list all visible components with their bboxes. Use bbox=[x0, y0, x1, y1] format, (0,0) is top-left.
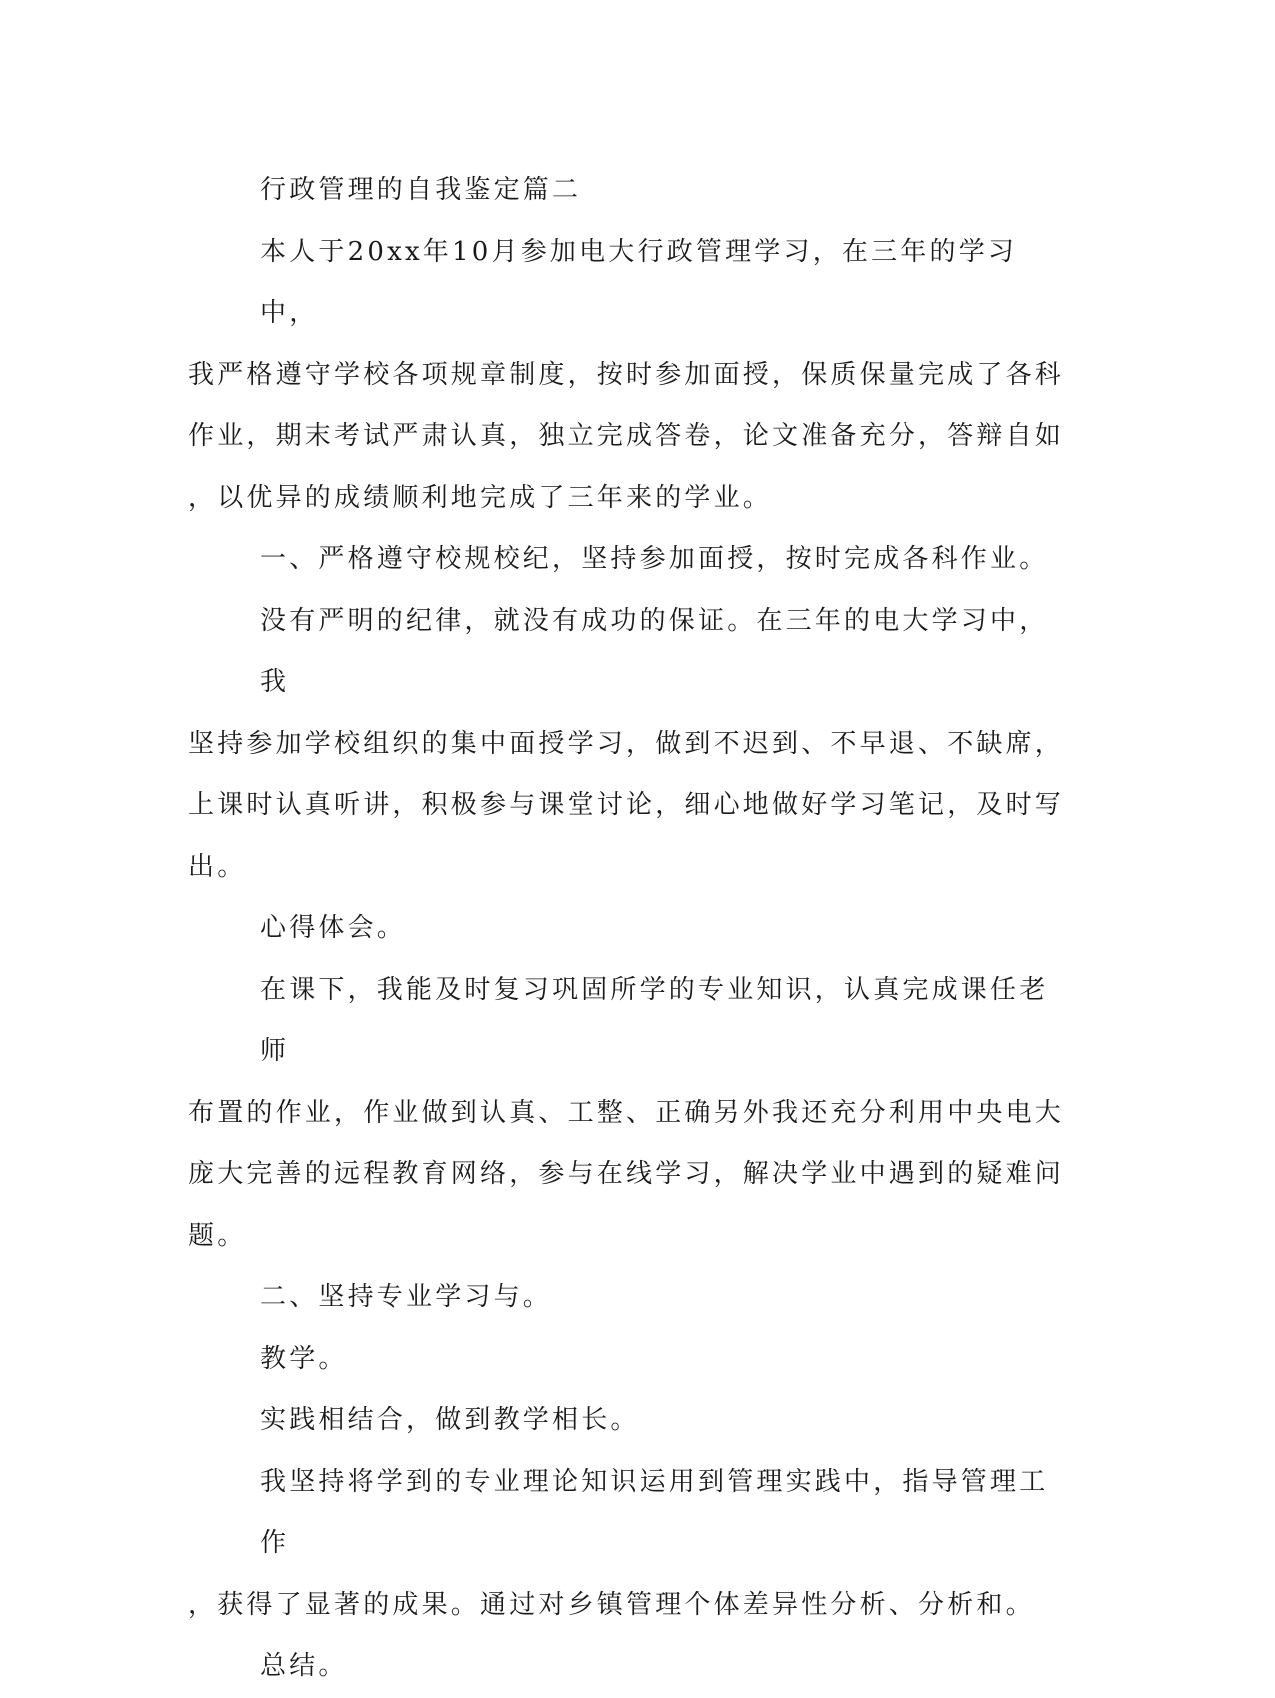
text-line: 我严格遵守学校各项规章制度，按时参加面授，保质保量完成了各科 bbox=[188, 359, 1065, 390]
paragraph-discipline bbox=[188, 591, 1068, 899]
text-line: 上课时认真听讲，积极参与课堂讨论，细心地做好学习笔记，及时写 bbox=[188, 790, 1065, 820]
text-line: 我坚持将学到的专业理论知识运用到管理实践中，指导管理工作 bbox=[260, 1466, 1049, 1558]
paragraph-application bbox=[188, 1452, 1068, 1637]
text-line: ，以优异的成绩顺利地完成了三年来的学业。 bbox=[188, 482, 773, 513]
document-body bbox=[188, 160, 1068, 1698]
text-line: 总结。 bbox=[260, 1651, 348, 1681]
text-line: 没有严明的纪律，就没有成功的保证。在三年的电大学习中，我 bbox=[260, 605, 1049, 697]
section-heading-1 bbox=[188, 529, 1068, 591]
paragraph-intro bbox=[188, 222, 1068, 530]
text-line: 作业，期末考试严肃认真，独立完成答卷，论文准备充分，答辩自如 bbox=[188, 421, 1065, 451]
text-line: 本人于20xx年10月参加电大行政管理学习，在三年的学习中， bbox=[260, 236, 1018, 328]
text-line: 题。 bbox=[188, 1220, 247, 1251]
text-line: 心得体会。 bbox=[260, 913, 407, 943]
text-line: 实践相结合，做到教学相长。 bbox=[260, 1405, 640, 1435]
text-line: 一、严格遵守校规校纪，坚持参加面授，按时完成各科作业。 bbox=[260, 544, 1049, 574]
paragraph-after-class bbox=[188, 960, 1068, 1268]
text-line: 在课下，我能及时复习巩固所学的专业知识，认真完成课任老师 bbox=[260, 974, 1049, 1066]
text-line: 庞大完善的远程教育网络，参与在线学习，解决学业中遇到的疑难问 bbox=[188, 1159, 1065, 1189]
text-line: 二、坚持专业学习与。 bbox=[260, 1282, 553, 1312]
document-title bbox=[188, 160, 1068, 222]
text-line: ，获得了显著的成果。通过对乡镇管理个体差异性分析、分析和。 bbox=[188, 1589, 1035, 1620]
text-line: 坚持参加学校组织的集中面授学习，做到不迟到、不早退、不缺席， bbox=[188, 728, 1065, 759]
text-line: 教学。 bbox=[260, 1343, 348, 1374]
section-heading-2 bbox=[188, 1267, 1068, 1329]
paragraph-practice bbox=[188, 1390, 1068, 1452]
paragraph-teaching bbox=[188, 1329, 1068, 1391]
text-line: 出。 bbox=[188, 851, 247, 882]
text-line: 布置的作业，作业做到认真、工整、正确另外我还充分利用中央电大 bbox=[188, 1097, 1065, 1128]
paragraph-experience bbox=[188, 898, 1068, 960]
text-line: 行政管理的自我鉴定篇二 bbox=[260, 175, 582, 205]
paragraph-summary bbox=[188, 1636, 1068, 1698]
